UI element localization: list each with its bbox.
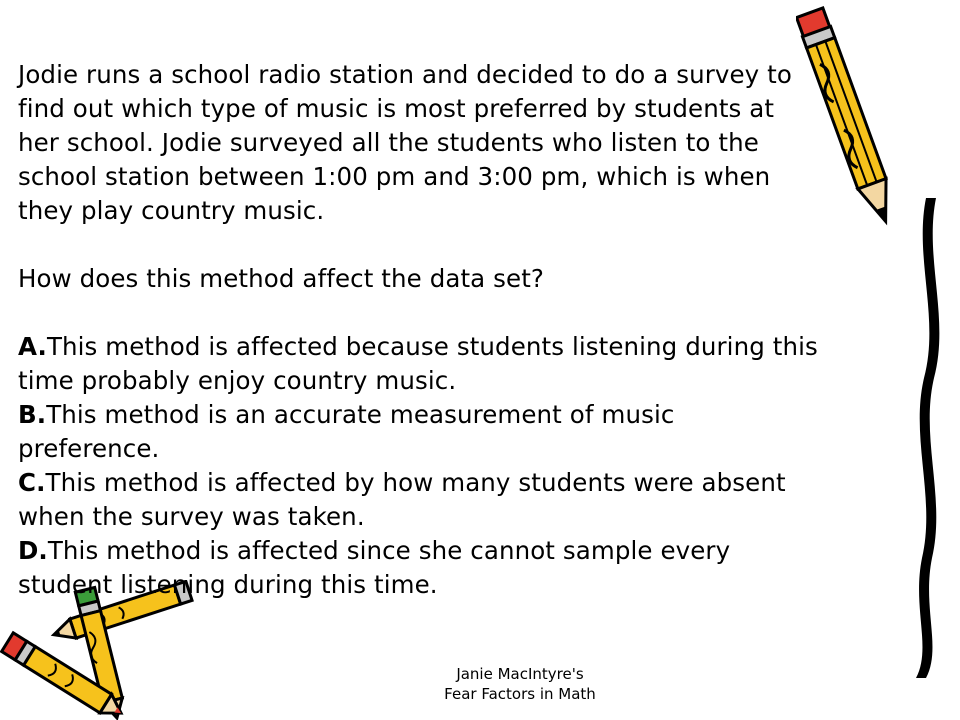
answer-option-c xyxy=(18,466,888,534)
option-text: This method is affected because students listening during this xyxy=(46,332,818,361)
option-text-continued: preference. xyxy=(18,434,160,463)
question-prompt: How does this method affect the data set? xyxy=(18,264,545,293)
option-letter: A. xyxy=(18,332,47,361)
option-text-continued: student listening during this time. xyxy=(18,570,438,599)
question-paragraph-line: they play country music. xyxy=(18,196,325,225)
spacer xyxy=(18,228,888,262)
question-paragraph-line: Jodie runs a school radio station and decided to do a survey to xyxy=(18,60,792,89)
answer-option-d xyxy=(18,534,888,602)
footer-title: Fear Factors in Math xyxy=(444,685,596,703)
option-letter: B. xyxy=(18,400,47,429)
question-paragraph-line: find out which type of music is most preferred by students at xyxy=(18,94,775,123)
footer-author: Janie MacIntyre's xyxy=(456,665,584,683)
option-text-continued: when the survey was taken. xyxy=(18,502,365,531)
question-paragraph-line: school station between 1:00 pm and 3:00 pm, which is when xyxy=(18,162,771,191)
option-text: This method is affected since she cannot sample every xyxy=(47,536,731,565)
option-letter: D. xyxy=(18,536,48,565)
question-paragraph-line: her school. Jodie surveyed all the students who listen to the xyxy=(18,128,759,157)
footer xyxy=(420,664,620,704)
question-content xyxy=(18,58,888,602)
option-text: This method is affected by how many students were absent xyxy=(45,468,786,497)
brush-stroke-icon xyxy=(896,198,956,678)
option-letter: C. xyxy=(18,468,46,497)
option-text: This method is an accurate measurement of music xyxy=(46,400,675,429)
spacer xyxy=(18,296,888,330)
answer-option-a xyxy=(18,330,888,398)
answer-option-b xyxy=(18,398,888,466)
option-text-continued: time probably enjoy country music. xyxy=(18,366,457,395)
